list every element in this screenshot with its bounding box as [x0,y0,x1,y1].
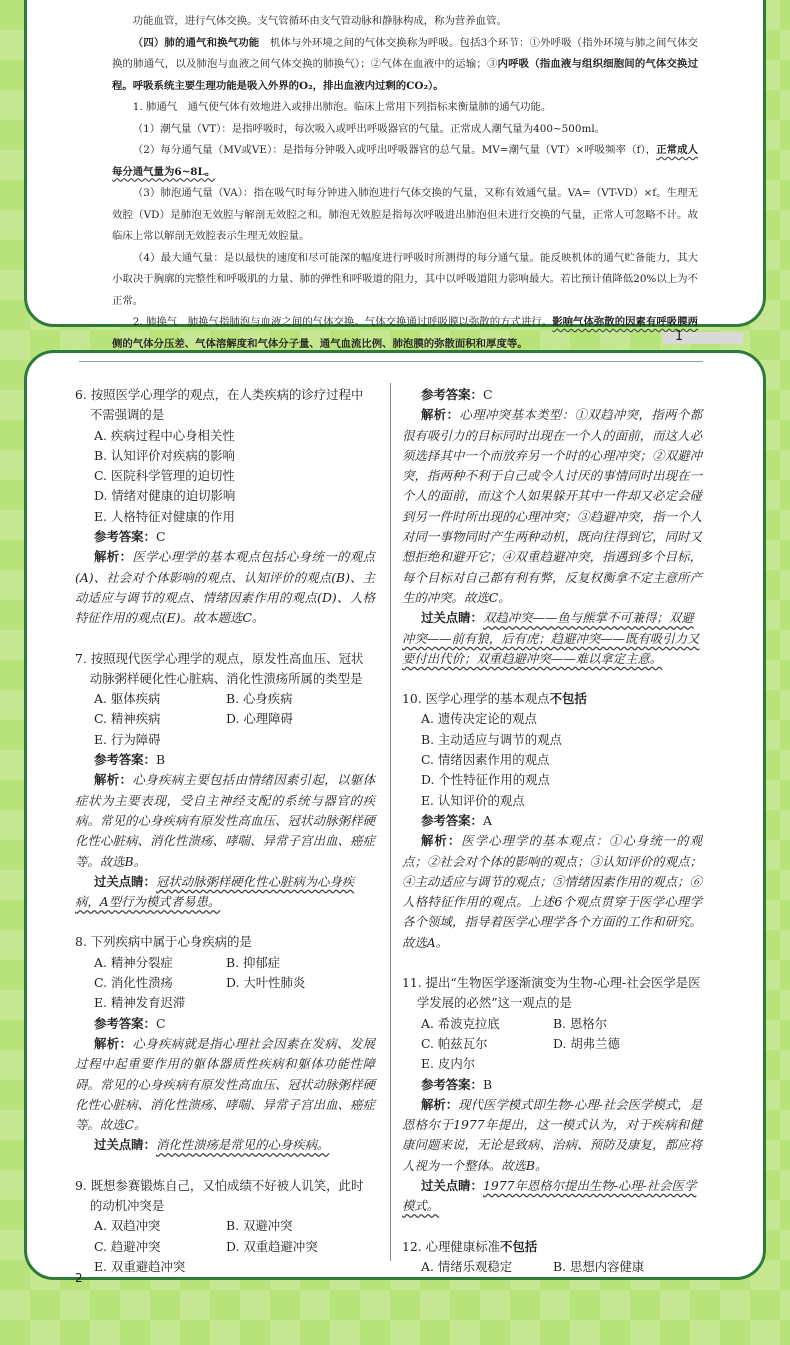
explanation [402,405,702,608]
explanation-text: 现代医学模式即生物-心理-社会医学模式，是恩格尔于1977年提出，这一模式认为，对于疾病和健康问题来说，无论是致病、治病、预防及康复，都应将人视为一个整体。故选B。 [402,1096,703,1173]
explanation-label: 解析： [94,1035,133,1051]
option-row [402,1257,702,1277]
key-point-text: 消化性溃疡是常见的心身疾病。 [155,1137,330,1153]
answer [402,1075,702,1095]
option: B. 恩格尔 [553,1015,608,1031]
question-stem: 7. 按照现代医学心理学的观点，原发性高血压、冠状动脉粥样硬化性心脏病、消化性溃疡所属的类型是 [75,650,364,686]
option-row [75,973,375,993]
para: （1）潮气量（VT）：是指呼吸时，每次吸入或呼出呼吸器官的气量。正常成人潮气量为400~500ml。 [132,122,606,135]
answer-label: 参考答案： [94,529,156,545]
answer-value: C [482,387,493,402]
answer-label: 参考答案： [94,752,156,768]
option-row [402,1034,702,1054]
explanation-label: 解析： [421,407,460,423]
para-bold-text: 内呼吸（指血液与组织细胞间的气体交换过程。呼吸系统主要生理功能是吸入外界的O₂，排出血液内过剩的CO₂）。 [112,58,699,92]
explanation [75,770,375,871]
para-highlight: 影响气体弥散的因素有呼吸膜两侧的气体分压差、气体溶解度和气体分子量、通气血流比例、肺泡膜的弥散面积和厚度等。 [112,316,699,350]
explanation-label: 解析： [421,833,462,849]
key-point [75,872,375,913]
key-point-text: 冠状动脉粥样硬化性心脏病为心身疾病，A型行为模式者易患。 [75,873,355,910]
para-text: （2）每分通气量（MV或VE）：是指每分钟吸入或呼出呼吸器官的总气量。MV=潮气量（VT）×呼吸频率（f）， [132,144,657,156]
explanation-text: 心理冲突基本类型：①双趋冲突，指两个都很有吸引力的目标同时出现在一个人的面前，而这人必须选择其中一个而放弃另一个时的心理冲突；②双避冲突，指两种不利于自己或令人讨厌的事情同时出现在一个人的面前，而这个人如果躲开其中一件却又必定会碰到另一件时所出现的心理冲突；③趋避冲突，指一个人对同一事物同时产生两种动机，既向往得到它，同时又想拒绝和避开它；④双重趋避冲突，指遇到多个目标，每个目标对自己都有利有弊，反复权衡拿不定主意所产生的冲突。故选C。 [402,407,703,605]
answer-label: 参考答案： [421,1076,483,1092]
option: C. 医院科学管理的迫切性 [94,468,235,484]
stem-emphasis: 不包括 [500,1238,538,1254]
key-point-label: 过关点睛： [421,1177,483,1193]
explanation-text: 心身疾病主要包括由情绪因素引起，以躯体症状为主要表现，受自主神经支配的系统与器官的疾病。常见的心身疾病有原发性高血压、冠状动脉粥样硬化性心脏病、消化性溃疡、哮喘、异常子宫出血、癌症等。故选B。 [75,772,376,869]
explanation-text: 医学心理学的基本观点包括心身统一的观点(A)、社会对个体影响的观点、认知评价的观点(B)、主动适应与调节的观点、情绪因素作用的观点(D)、人格特征作用的观点(E)。故本题选C。 [75,549,376,626]
page1-text [112,11,698,355]
stem-text: 10. 医学心理学的基本观点 [402,691,550,707]
explanation [75,547,375,628]
question-stem: 8. 下列疾病中属于心身疾病的是 [75,934,252,950]
option-row [75,709,375,729]
answer [402,385,702,405]
question-stem [402,1237,702,1257]
para: （3）肺泡通气量（VA）：指在吸气时每分钟进入肺泡进行气体交换的气量，又称有效通气量。VA=（VT-VD）×f。生理无效腔（VD）是肺泡无效腔与解剖无效腔之和。肺泡无效腔是指每次呼吸进出肺泡但未进行交换的气量，正常人可忽略不计。故临床上常以解剖无效腔表示生理无效腔量。 [112,187,698,242]
option: B. 抑郁症 [226,954,281,970]
para-text: 机体与外环境之间的气体交换称为呼吸。包括3个环节：①外呼吸（指外环境与肺之间气体交换的肺通气，以及肺泡与血液之间气体交换的肺换气）；②气体在血液中的运输；③ [112,36,699,70]
option: A. 情绪乐观稳定 [421,1258,513,1274]
option: C. 趋避冲突 [94,1238,161,1254]
para: 功能血管，进行气体交换。支气管循环由支气管动脉和静脉构成，称为营养血管。 [132,15,507,27]
answer [75,1014,375,1034]
option-row [75,689,375,709]
option: A. 精神分裂症 [94,954,173,970]
question-page-card [24,350,766,1285]
option: B. 心身疾病 [226,691,293,707]
option: D. 大叶性肺炎 [226,975,306,991]
key-point-text: 1977年恩格尔提出生物-心理-社会医学模式。 [402,1177,697,1214]
answer [75,527,375,547]
option-row [75,953,375,973]
option: D. 个性特征作用的观点 [421,772,550,788]
option: D. 双重趋避冲突 [226,1238,318,1254]
question-stem [402,689,702,709]
option: B. 双避冲突 [226,1218,293,1234]
option: C. 情绪因素作用的观点 [421,752,550,768]
option: B. 主动适应与调节的观点 [421,731,562,747]
option: A. 躯体疾病 [94,691,161,707]
page-number-bar [663,329,743,344]
key-point-text: 双趋冲突——鱼与熊掌不可兼得；双避冲突——前有狼，后有虎；趋避冲突——既有吸引力又要付出代价；双重趋避冲突——难以拿定主意。 [402,610,700,666]
para: （4）最大通气量：是以最快的速度和尽可能深的幅度进行呼吸时所测得的每分通气量。能反映机体的通气贮备能力，其大小取决于胸廓的完整性和呼吸肌的力量、肺的弹性和呼吸道的阻力，其中以呼吸道阻力影响最大。若比预计值降低20%以上为不正常。 [112,251,698,307]
explanation-label: 解析： [421,1096,459,1112]
option: D. 胡弗兰德 [553,1035,620,1051]
answer-value: B [482,1076,493,1092]
answer [75,750,375,770]
right-column [402,385,702,1277]
question-stem: 11. 提出“生物医学逐渐演变为生物-心理-社会医学是医学发展的必然”这一观点的是 [402,975,701,1011]
explanation-label: 解析： [94,772,133,788]
para [112,33,698,98]
question-stem: 9. 既想参赛锻炼自己，又怕成绩不好被人讥笑，此时的动机冲突是 [75,1177,364,1213]
answer-label: 参考答案： [421,387,483,402]
stem-text: 12. 心理健康标准 [402,1238,500,1254]
option: D. 情绪对健康的迫切影响 [94,488,236,504]
top-page-card [24,0,766,350]
left-column [75,385,375,1277]
page-number: 1 [674,329,684,344]
option: A. 希波克拉底 [421,1015,500,1031]
column-divider [390,383,391,1261]
option: E. 行为障碍 [94,731,161,747]
explanation [402,831,702,953]
explanation-text: 心身疾病就是指心理社会因素在发病、发展过程中起重要作用的躯体器质性疾病和躯体功能性障碍。常见的心身疾病有原发性高血压、冠状动脉粥样硬化性心脏病、消化性溃疡、哮喘、异常子宫出血、癌症等。故选C。 [75,1035,376,1133]
key-point-label: 过关点睛： [94,1137,156,1153]
para [112,140,698,183]
option: D. 心理障碍 [226,711,293,727]
option: E. 人格特征对健康的作用 [94,508,235,524]
answer-label: 参考答案： [421,812,483,828]
key-point-label: 过关点睛： [94,873,156,889]
answer-value: C [155,1015,166,1031]
explanation [75,1034,375,1135]
top-rule [79,361,703,362]
para-text: 2. 肺换气 肺换气指肺泡与血液之间的气体交换。气体交换通过呼吸膜以弥散的方式进行。 [132,316,553,328]
stem-emphasis: 不包括 [549,691,587,707]
option: E. 双重避趋冲突 [94,1258,186,1274]
option-row [75,1237,375,1257]
option: E. 认知评价的观点 [421,792,525,808]
option: A. 疾病过程中心身相关性 [94,427,235,443]
explanation-text: 医学心理学的基本观点：①心身统一的观点；②社会对个体的影响的观点；③认知评价的观点；④主动适应与调节的观点；⑤情绪因素作用的观点；⑥人格特征作用的观点。上述6个观点贯穿于医学心理学各个领域，指导着医学心理学各个方面的工作和研究。故选A。 [402,833,703,950]
key-point [402,1176,702,1217]
option: B. 认知评价对疾病的影响 [94,447,235,463]
option-row [402,1014,702,1034]
option: E. 精神发育迟滞 [94,995,186,1011]
explanation-label: 解析： [94,549,133,565]
option: C. 消化性溃疡 [94,975,173,991]
para [112,312,698,355]
key-point [75,1135,375,1155]
option: A. 遗传决定论的观点 [421,711,537,727]
para: 1. 肺通气 通气使气体有效地进入或排出肺泡。临床上常用下列指标来衡量肺的通气功能。 [132,101,552,113]
answer-value: A [482,812,492,828]
key-point-label: 过关点睛： [421,610,483,626]
answer-value: C [155,529,166,545]
section-heading: （四）肺的通气和换气功能 [132,36,260,49]
question-stem: 6. 按照医学心理学的观点，在人类疾病的诊疗过程中不需强调的是 [75,387,364,423]
answer-value: B [155,752,166,768]
option-row [75,1216,375,1236]
option: C. 精神疾病 [94,711,161,727]
answer-label: 参考答案： [94,1015,156,1031]
explanation [402,1095,702,1176]
para-highlight: 正常成人每分通气量为6~8L。 [112,144,698,178]
option: B. 思想内容健康 [553,1258,645,1274]
option: A. 双趋冲突 [94,1218,161,1234]
key-point [402,608,702,669]
answer [402,811,702,831]
option: C. 帕兹瓦尔 [421,1035,488,1051]
page-number: 2 [75,1271,83,1285]
option: E. 皮内尔 [421,1056,476,1072]
